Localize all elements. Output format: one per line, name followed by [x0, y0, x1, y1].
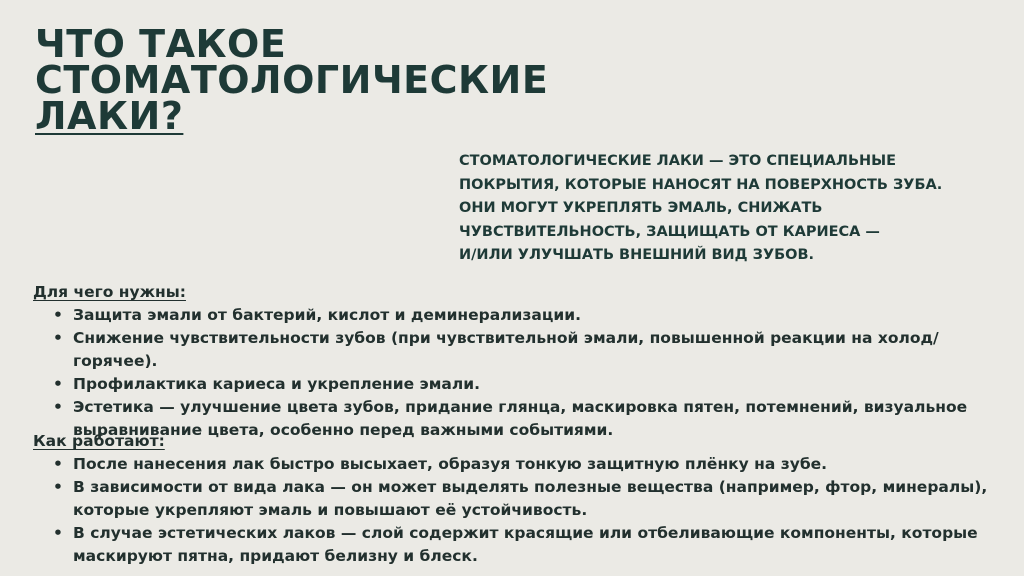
intro-paragraph [459, 150, 1019, 268]
slide-title [35, 22, 549, 138]
bullet-icon: • [53, 329, 63, 347]
bullet-icon: • [53, 306, 63, 324]
mechanism-list [33, 453, 1018, 568]
purpose-list [33, 304, 1018, 442]
mechanism-section [33, 430, 1018, 568]
list-item-text: Эстетика — улучшение цвета зубов, придание глянца, маскировка пятен, потемнений, визуальное выравнивание цвета, особенно перед важными событиями. [73, 398, 968, 439]
list-item [33, 327, 1018, 373]
bullet-icon: • [53, 375, 63, 393]
title-line: ЛАКИ? [35, 94, 184, 138]
bullet-icon: • [53, 398, 63, 416]
bullet-icon: • [53, 455, 63, 473]
intro-line: ПОКРЫТИЯ, КОТОРЫЕ НАНОСЯТ НА ПОВЕРХНОСТЬ ЗУБА. [459, 176, 943, 193]
purpose-section [33, 281, 1018, 442]
list-item [33, 304, 1018, 327]
list-item [33, 373, 1018, 396]
list-item-text: В зависимости от вида лака — он может выделять полезные вещества (например, фтор, минералы), которые укрепляют эмаль и повышают её устойчивость. [73, 478, 988, 519]
title-line: ЧТО ТАКОЕ [35, 22, 287, 66]
intro-line: ОНИ МОГУТ УКРЕПЛЯТЬ ЭМАЛЬ, СНИЖАТЬ [459, 200, 823, 216]
title-line: СТОМАТОЛОГИЧЕСКИЕ [35, 58, 549, 102]
list-item-text: После нанесения лак быстро высыхает, образуя тонкую защитную плёнку на зубе. [73, 455, 828, 473]
list-item [33, 522, 1018, 568]
bullet-icon: • [53, 524, 63, 542]
list-item-text: Снижение чувствительности зубов (при чувствительной эмали, повышенной реакции на холод/горячее). [73, 329, 939, 370]
bullet-icon: • [53, 478, 63, 496]
list-item [33, 453, 1018, 476]
list-item-text: В случае эстетических лаков — слой содержит красящие или отбеливающие компоненты, которые маскируют пятна, придают белизну и блеск. [73, 524, 978, 565]
list-item-text: Профилактика кариеса и укрепление эмали. [73, 375, 480, 393]
mechanism-heading: Как работают: [33, 432, 165, 450]
list-item-text: Защита эмали от бактерий, кислот и деминерализации. [73, 306, 581, 324]
intro-line: СТОМАТОЛОГИЧЕСКИЕ ЛАКИ — ЭТО СПЕЦИАЛЬНЫЕ [459, 153, 897, 169]
intro-line: И/ИЛИ УЛУЧШАТЬ ВНЕШНИЙ ВИД ЗУБОВ. [459, 247, 815, 263]
purpose-heading: Для чего нужны: [33, 283, 186, 301]
list-item [33, 476, 1018, 522]
intro-line: ЧУВСТВИТЕЛЬНОСТЬ, ЗАЩИЩАТЬ ОТ КАРИЕСА — [459, 223, 880, 240]
